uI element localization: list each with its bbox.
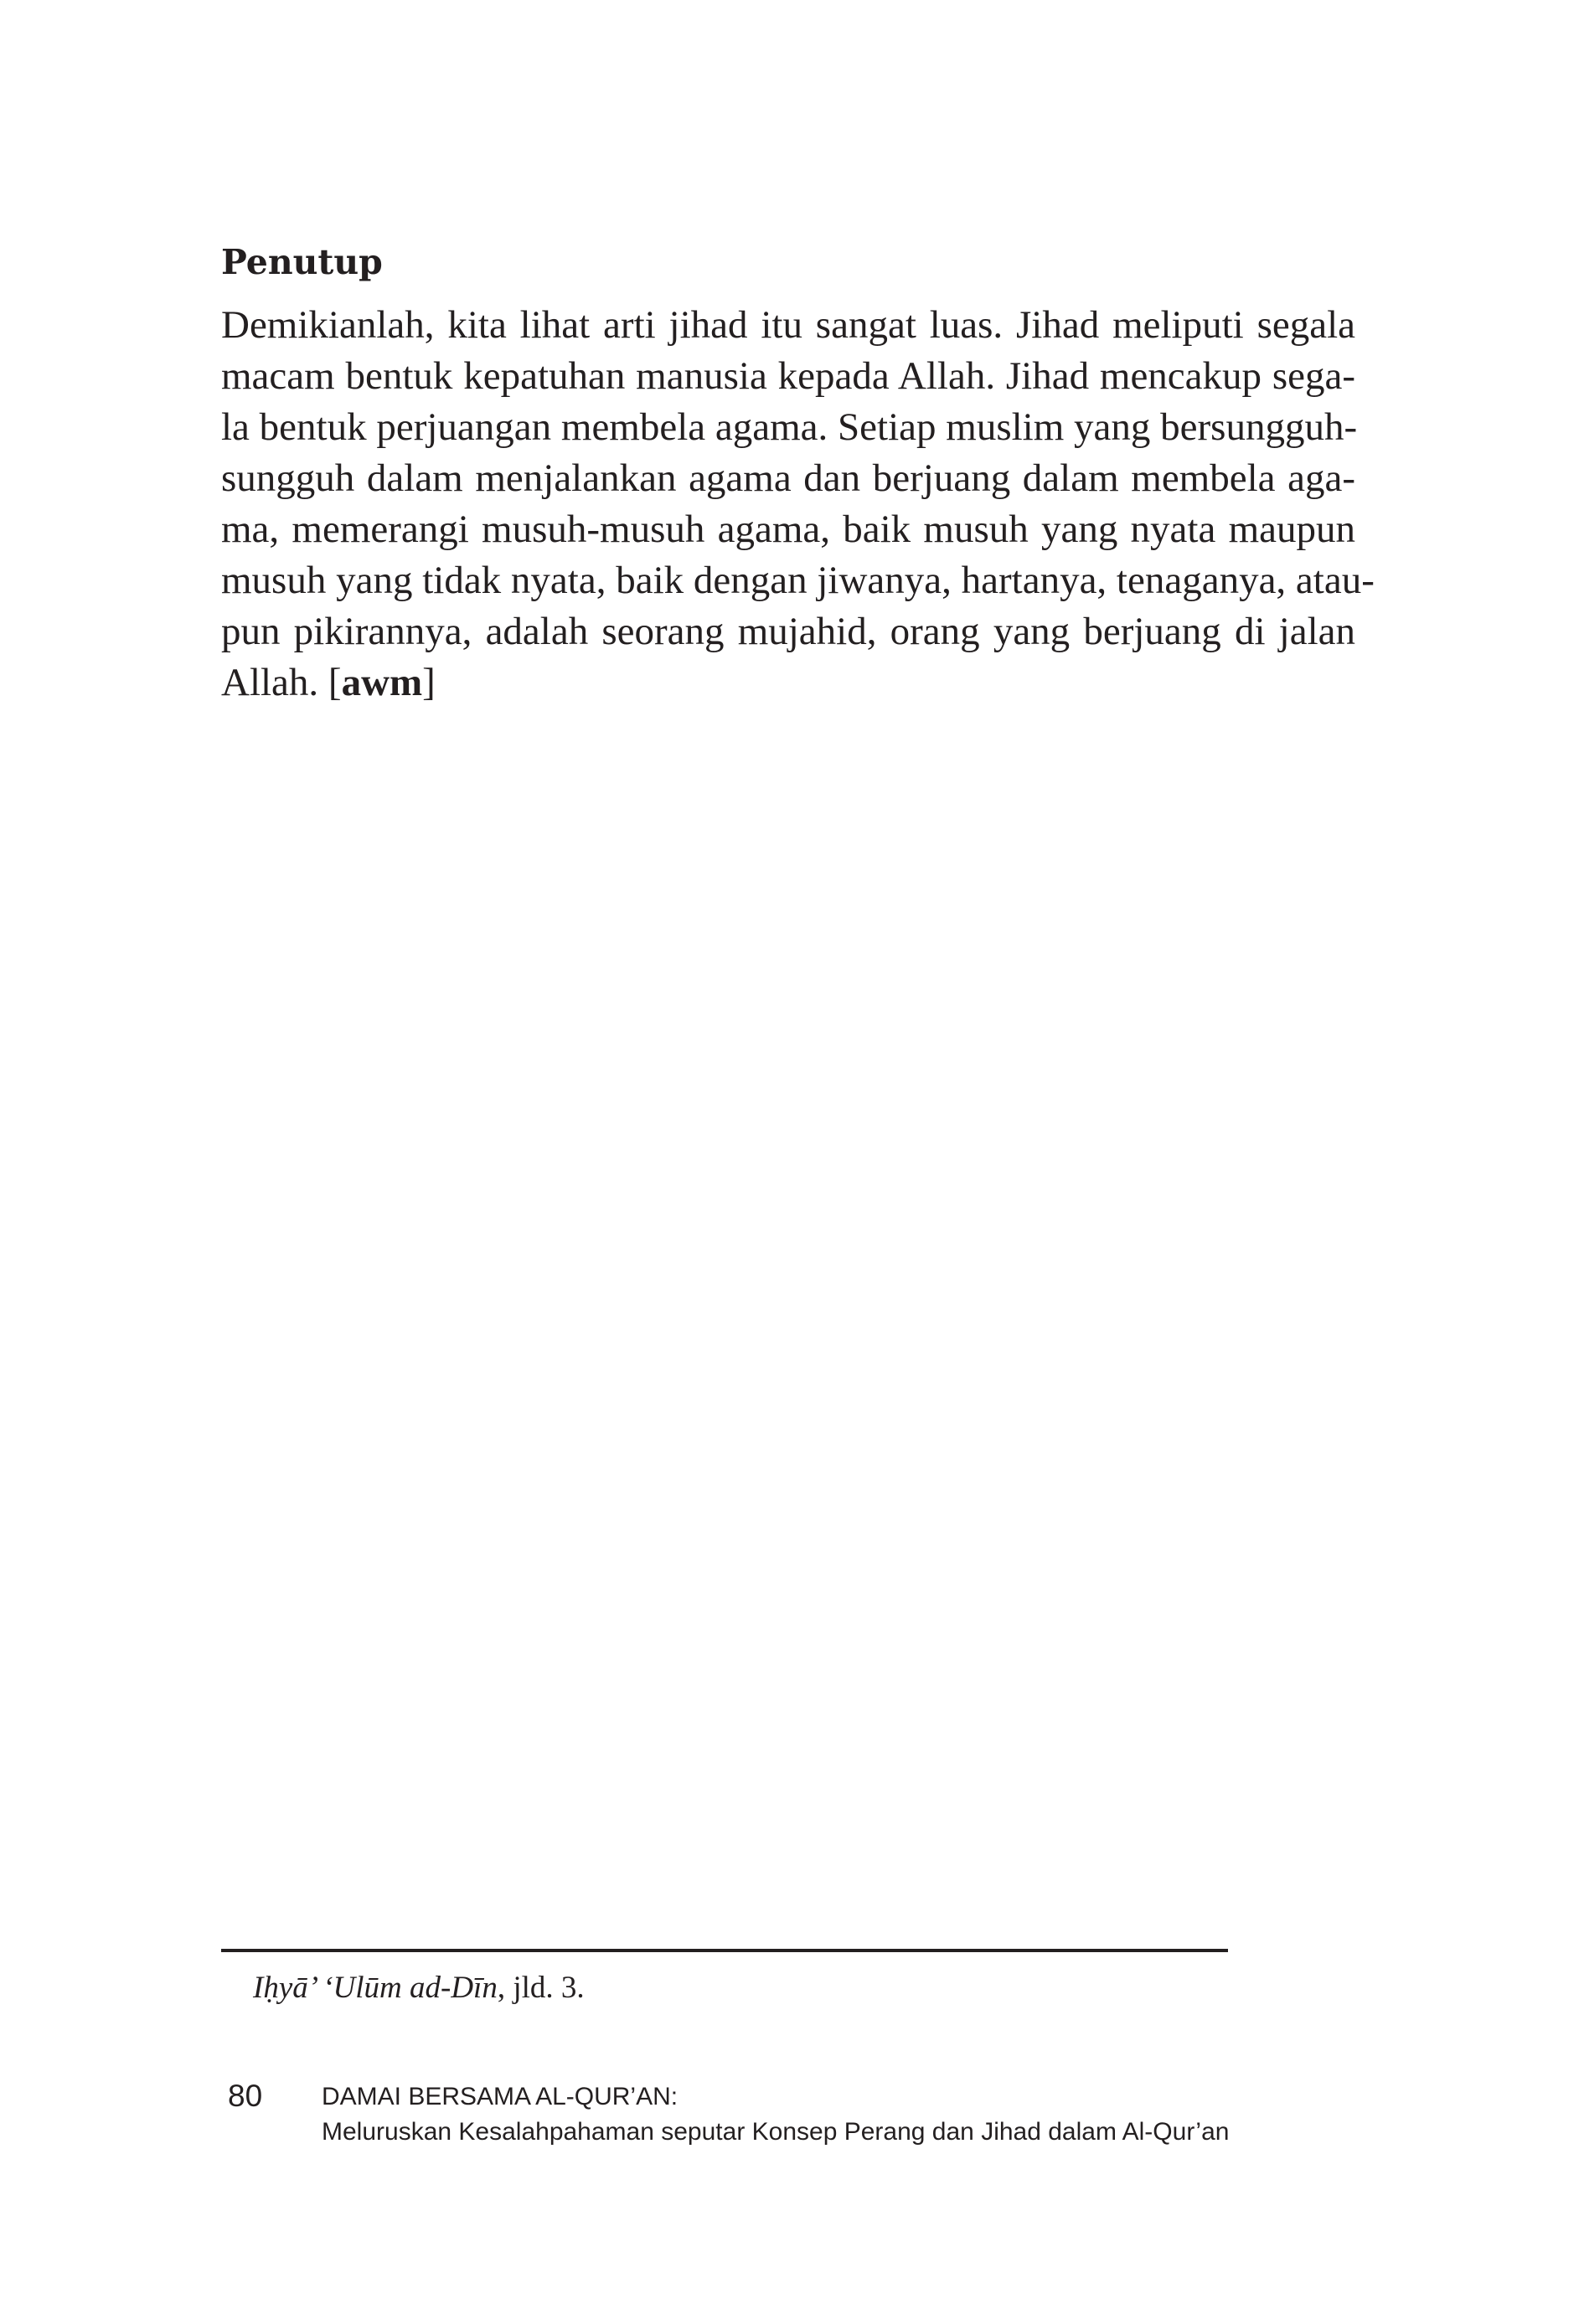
paragraph-last-line: [221, 657, 1355, 709]
author-tag: awm: [341, 661, 423, 704]
paragraph-line: ma, memerangi musuh-musuh agama, baik musuh yang nyata maupun: [221, 508, 1355, 551]
footnote-book-title: Iḥyā’ ‘Ulūm ad-Dīn: [253, 1971, 498, 2005]
running-book-title: DAMAI BERSAMA AL-QUR’AN:: [322, 2083, 678, 2110]
footnote-volume: , jld. 3.: [497, 1971, 585, 2005]
paragraph-line: la bentuk perjuangan membela agama. Setiap muslim yang bersungguh-: [221, 405, 1358, 449]
page-number: 80: [228, 2079, 263, 2113]
last-line-text: Allah. [: [221, 661, 342, 704]
running-book-subtitle: Meluruskan Kesalahpahaman seputar Konsep Perang dan Jihad dalam Al-Qur’an: [322, 2118, 1230, 2146]
body-paragraph: [221, 300, 1375, 709]
footnote: [253, 1967, 585, 2009]
paragraph-line: sungguh dalam menjalankan agama dan berjuang dalam membela aga-: [221, 456, 1355, 500]
section-heading: Penutup: [221, 242, 383, 282]
paragraph-line: pun pikirannya, adalah seorang mujahid, orang yang berjuang di jalan: [221, 610, 1355, 653]
closing-bracket: ]: [422, 661, 436, 704]
running-footer: [322, 2079, 1229, 2150]
footnote-divider: [221, 1949, 1228, 1952]
paragraph-line: macam bentuk kepatuhan manusia kepada Allah. Jihad mencakup sega-: [221, 354, 1355, 398]
paragraph-line: musuh yang tidak nyata, baik dengan jiwanya, hartanya, tenaganya, atau-: [221, 559, 1375, 602]
paragraph-line: Demikianlah, kita lihat arti jihad itu sangat luas. Jihad meliputi segala: [221, 303, 1355, 347]
